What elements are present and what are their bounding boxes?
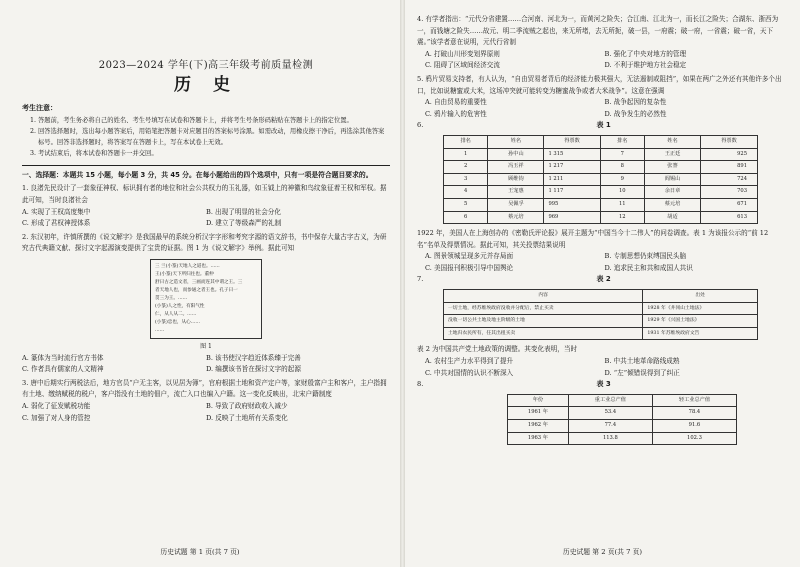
table-cell: 王宠惠 <box>488 186 544 199</box>
table-cell: 7 <box>600 148 644 161</box>
table-cell: 一切土地，经苏维埃政府没收并分配后，禁止买卖 <box>444 302 643 315</box>
table-header-cell: 轻工业总产值 <box>652 394 736 407</box>
table-cell: 顾维钧 <box>488 173 544 186</box>
option-c: C. 鸦片输入的危害性 <box>425 109 487 118</box>
table-header-cell: 内容 <box>444 290 643 303</box>
page-footer: 历史试题 第 1 页(共 7 页) <box>160 548 240 557</box>
table-3 <box>507 394 737 445</box>
question-5-options <box>417 97 784 120</box>
table-row <box>444 211 758 224</box>
table-row <box>444 148 758 161</box>
table-cell: 671 <box>701 198 758 211</box>
table-row <box>444 161 758 174</box>
table-cell: 3 <box>444 173 488 186</box>
divider <box>22 165 390 166</box>
option-d: D. 战争发生的必然性 <box>604 109 667 118</box>
question-7-header <box>417 274 784 286</box>
table-cell: 53.4 <box>568 407 652 420</box>
table-cell: 703 <box>701 186 758 199</box>
question-2-stem: 2. 东汉初年，许慎所撰的《说文解字》是我国最早的系统分析汉字字形和考究字源的语文辞书，书中保存大量古字古义，为研究古代典籍文献、探讨文字起源演变提供了宝贵的证据。图 1 为《说文解字》举例。据此可知 <box>22 232 387 253</box>
table-row <box>444 186 758 199</box>
table-cell: 113.8 <box>568 432 652 445</box>
table-cell: 77.4 <box>568 420 652 433</box>
table-cell: 1 315 <box>544 148 600 161</box>
option-a: A. 打破山川形变划界原则 <box>425 49 500 58</box>
table-header-cell: 排名 <box>444 135 488 148</box>
option-c: C. 中共对国情的认识不断深入 <box>425 368 514 377</box>
question-6-options <box>417 251 784 274</box>
table-cell: 1 217 <box>544 161 600 174</box>
table-cell: 冯玉祥 <box>488 161 544 174</box>
table-cell: 1963 年 <box>508 432 569 445</box>
option-c: C. 加强了对人身的管控 <box>22 413 91 422</box>
table-cell: 2 <box>444 161 488 174</box>
table-header-cell: 姓名 <box>488 135 544 148</box>
option-b: B. 强化了中央对地方的管理 <box>604 49 687 58</box>
question-3-stem: 3. 唐中后期实行两税法后，地方官员“户无主客，以见居为簿”，官府根据土地和资产定户等，家财殷富户主和客户，主户指拥有土地、缴纳赋税的税户，客户指没有土地的佃户，流亡入口也编入户籍。这一变化反映出，北宋户籍制度 <box>22 378 387 399</box>
table-cell: 1 211 <box>544 173 600 186</box>
table-row <box>444 302 758 315</box>
table-caption: 表 2 <box>596 275 611 284</box>
question-7-stem: 表 2 为中国共产党土地政策的调整。其变化表明，当时 <box>417 345 578 354</box>
exam-header-title: 2023—2024 学年(下)高三年级考前质量检测 <box>98 60 314 71</box>
option-b: B. 战争起因的复杂性 <box>604 98 667 107</box>
option-d: D. 编撰该书旨在探讨文字的起源 <box>206 365 301 374</box>
option-a: A. 图景领城呈现多元并存局面 <box>425 252 514 261</box>
option-c: C. 阻碍了区域间经济交流 <box>425 61 500 70</box>
question-4-stem: 4. 有学者指出：“元代分省建置……合河南、河北为一，而黄河之险失；合江南、江北为一，而长江之险失；合湖东、浙西为一，而钱塘之险失……故元、明二季流贼之起也，来无所堵，去无所扼，破一县，一府震；破一府，一省震；破一省，天下震。”该学者意在说明，元代行省制 <box>417 15 779 47</box>
notice-item: 3. 考试结束后，将本试卷和答题卡一并交回。 <box>30 149 158 157</box>
question-7-options <box>417 356 784 379</box>
question-2-options <box>22 353 390 376</box>
table-cell: 4 <box>444 186 488 199</box>
figure-line: 贯三为王。…… <box>155 295 188 301</box>
subject-title: 历 史 <box>174 74 238 95</box>
table-cell: 12 <box>600 211 644 224</box>
option-d: D. 追求民主和共和成国人共识 <box>604 263 693 272</box>
option-c: C. 形成了君权神授体系 <box>22 219 91 228</box>
table-cell: 724 <box>701 173 758 186</box>
table-cell: 1929 年《兴国土地法》 <box>643 315 758 328</box>
table-cell: 613 <box>701 211 758 224</box>
table-caption: 表 1 <box>596 121 611 130</box>
option-d: D. “左”倾错误得到了纠正 <box>604 368 680 377</box>
option-d: D. 建立了等级森严的礼制 <box>206 219 282 228</box>
table-cell: 91.6 <box>652 420 736 433</box>
question-1-stem: 1. 良渚先民设计了一套象征神权、标识拥有者的地位和社会公共权力的玉礼器，如玉钺上的神徽和鸟纹象征着王权和军权。据此可知，当时良渚社会 <box>22 184 387 204</box>
question-1-options <box>22 207 390 230</box>
table-cell: 1928 年《井冈山土地法》 <box>643 302 758 315</box>
table-cell: 5 <box>444 198 488 211</box>
table-header-cell: 重工业总产值 <box>568 394 652 407</box>
question-6-stem: 1922 年，美国人在上海创办的《密勒氏评论报》展开主题为“中国当今十二伟人”的问卷调查。表 1 为该报公示的“前 12 名”名单及得票情况。据此可知，其关投票结果说明 <box>417 229 769 249</box>
page-footer: 历史试题 第 2 页(共 7 页) <box>562 548 643 557</box>
table-cell: 1 117 <box>544 186 600 199</box>
table-cell: 995 <box>544 198 600 211</box>
table-header-cell: 年份 <box>508 394 569 407</box>
question-4-options <box>417 49 784 72</box>
table-cell: 1 <box>444 148 488 161</box>
figure-line: 三 亖(小篆)天地人之道也。…… <box>155 263 220 269</box>
table-cell: 1931 年苏维埃政府文告 <box>643 327 758 340</box>
table-cell: 阎锡山 <box>644 173 700 186</box>
table-cell: 胡适 <box>644 211 700 224</box>
table-header-cell: 得票数 <box>544 135 600 148</box>
table-cell: 1961 年 <box>508 407 569 420</box>
table-cell: 78.4 <box>652 407 736 420</box>
table-row <box>444 315 758 328</box>
table-cell: 张謇 <box>644 161 700 174</box>
question-number: 6. <box>417 121 424 130</box>
option-a: A. 农村生产力水平得到了提升 <box>425 357 514 366</box>
question-3-options <box>22 401 390 424</box>
table-row <box>508 407 737 420</box>
table-cell: 土地归农民所有，任其出租买卖 <box>444 327 643 340</box>
option-a: A. 弱化了征发赋税功能 <box>22 401 91 410</box>
figure-line: 者天地人也，而参通之者王也。孔子曰一 <box>155 287 238 293</box>
notice-item: 2. 回答选择题时，选出每小题答案后，用铅笔把答题卡对应题目的答案标号涂黑。如需改动，用橡皮擦干净后，再选涂其他答案标号。回答非选择题时，将答案写在答题卡上，写在本试卷上无效。 <box>30 127 385 146</box>
table-header-cell: 出处 <box>643 290 758 303</box>
option-a: A. 篆体为当时流行官方书体 <box>22 353 104 362</box>
figure-line: (小篆)人之性，有阳气性 <box>155 303 205 309</box>
table-row <box>444 173 758 186</box>
figure-line: 舒曰古之造文者，三画而连其中谓之王。三 <box>155 279 243 285</box>
table-header-row <box>508 394 737 407</box>
table-header-cell: 姓名 <box>644 135 700 148</box>
table-cell: 891 <box>701 161 758 174</box>
table-cell: 6 <box>444 211 488 224</box>
table-cell: 蔡元培 <box>644 198 700 211</box>
table-row <box>444 198 758 211</box>
table-cell: 1962 年 <box>508 420 569 433</box>
page-2 <box>405 0 800 567</box>
table-cell: 102.3 <box>652 432 736 445</box>
table-cell: 969 <box>544 211 600 224</box>
question-5-stem: 5. 鸦片贸易支持者，有人认为，“自由贸易者背后的经济能力极其强大，无法遏制或阻挡”，如果在两广之外还有其他许多个出口，比如说糖蜜或大米，这场冲突就可能转变为糖蜜战争或者大米战争”。这意在强调 <box>417 74 782 95</box>
notice-item: 1. 答题前，考生务必将自己的姓名、考生号填写在试卷和答题卡上，并将考生号条形码粘贴在答题卡上的指定位置。 <box>30 116 353 124</box>
table-cell: 8 <box>600 161 644 174</box>
option-c: C. 作者具有儒家的人文精神 <box>22 365 104 374</box>
notice-title: 考生注意： <box>22 104 57 113</box>
table-cell: 蔡元培 <box>488 211 544 224</box>
table-cell: 925 <box>701 148 758 161</box>
table-cell: 王正廷 <box>644 148 700 161</box>
question-6-header <box>417 120 784 132</box>
table-2 <box>443 289 758 340</box>
figure-line: …… <box>155 327 165 333</box>
table-row <box>444 327 758 340</box>
table-header-cell: 得票数 <box>701 135 758 148</box>
figure-line: 王(小篆)天下所归往也。董仲 <box>155 271 214 277</box>
figure-caption: 图 1 <box>200 342 212 350</box>
option-b: B. 导致了政府财政收入减少 <box>206 401 288 410</box>
table-cell: 9 <box>600 173 644 186</box>
option-b: B. 出现了明显的社会分化 <box>206 207 281 216</box>
option-d: D. 反映了土地所有关系变化 <box>206 413 288 422</box>
table-header-row <box>444 290 758 303</box>
option-b: B. 该书使汉字趋近体系臻于完善 <box>206 353 301 362</box>
table-header-cell: 排名 <box>600 135 644 148</box>
table-cell: 吴佩孚 <box>488 198 544 211</box>
question-number: 8. <box>417 380 424 389</box>
figure-line: (小篆)忠也，从心…… <box>155 319 200 325</box>
table-cell: 孙中山 <box>488 148 544 161</box>
option-d: D. 不利于维护地方社会稳定 <box>604 61 687 70</box>
table-cell: 10 <box>600 186 644 199</box>
table-1 <box>443 135 758 224</box>
table-cell: 11 <box>600 198 644 211</box>
table-row <box>508 420 737 433</box>
table-caption: 表 3 <box>596 380 611 389</box>
table-cell: 没收一切公共土地及地主阶级的土地 <box>444 315 643 328</box>
option-c: C. 美国报刊积极引导中国舆论 <box>425 263 514 272</box>
option-a: A. 自由贸易的重要性 <box>425 98 487 107</box>
table-row <box>508 432 737 445</box>
option-a: A. 实现了王权高度集中 <box>22 207 91 216</box>
table-cell: 余日章 <box>644 186 700 199</box>
table-header-row <box>444 135 758 148</box>
figure-1-shuowen <box>150 259 262 339</box>
figure-line: 仁，从人从二。…… <box>155 311 197 317</box>
question-8-header <box>417 379 784 391</box>
option-b: B. 中共土地革命路线成熟 <box>604 357 680 366</box>
section-heading: 一、选择题：本题共 15 小题，每小题 3 分，共 45 分。在每小题给出的四个选项中，只有一项是符合题目要求的。 <box>22 170 373 179</box>
option-b: B. 专制思想仍束缚国民头脑 <box>604 252 687 261</box>
question-number: 7. <box>417 275 424 284</box>
